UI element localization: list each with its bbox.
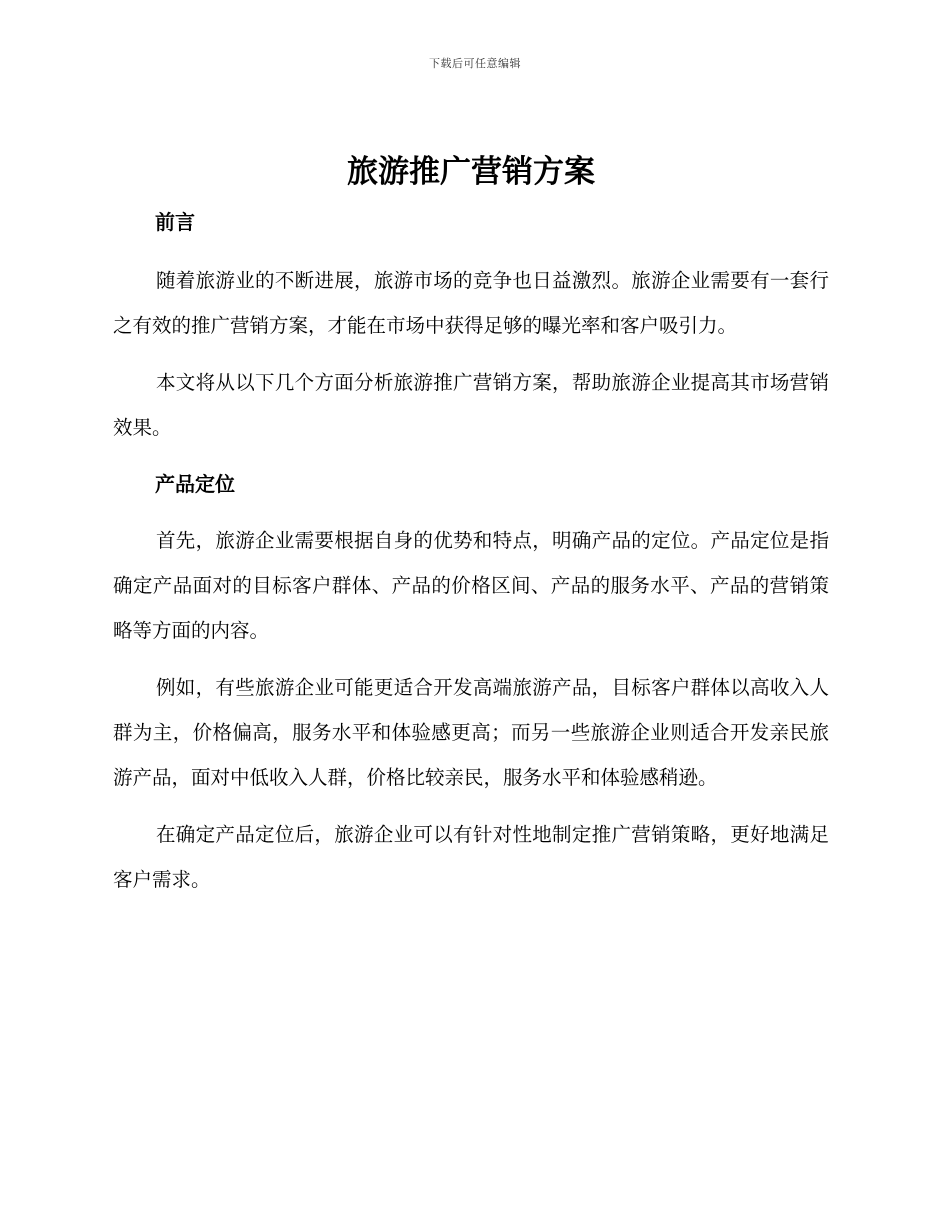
paragraph: 随着旅游业的不断进展，旅游市场的竞争也日益激烈。旅游企业需要有一套行之有效的推广营销方案，才能在市场中获得足够的曝光率和客户吸引力。: [113, 269, 829, 337]
document-body: [113, 148, 829, 902]
section-heading-product-positioning: 产品定位: [155, 472, 235, 496]
paragraph: 首先，旅游企业需要根据自身的优势和特点，明确产品的定位。产品定位是指确定产品面对的目标客户群体、产品的价格区间、产品的服务水平、产品的营销策略等方面的内容。: [113, 529, 829, 642]
document-title: 旅游推广营销方案: [347, 154, 595, 190]
paragraph: 本文将从以下几个方面分析旅游推广营销方案，帮助旅游企业提高其市场营销效果。: [113, 371, 829, 439]
paragraph: 例如，有些旅游企业可能更适合开发高端旅游产品，目标客户群体以高收入人群为主，价格偏高，服务水平和体验感更高；而另一些旅游企业则适合开发亲民旅游产品，面对中低收入人群，价格比较亲民，服务水平和体验感稍逊。: [113, 676, 829, 789]
section-heading-preface: 前言: [155, 210, 195, 234]
paragraph: 在确定产品定位后，旅游企业可以有针对性地制定推广营销策略，更好地满足客户需求。: [113, 823, 829, 891]
header-note: 下载后可任意编辑: [429, 57, 521, 70]
